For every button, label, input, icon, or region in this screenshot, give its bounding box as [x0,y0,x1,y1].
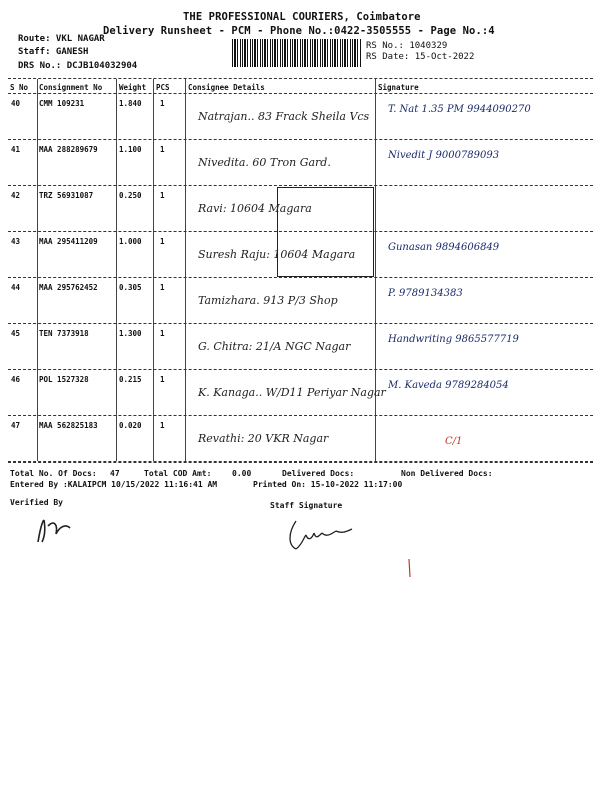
entered-by: Entered By :KALAIPCM 10/15/2022 11:16:41 AM [10,480,218,489]
row-sno: 47 [11,421,21,430]
total-docs-label: Total No. Of Docs: [10,469,97,478]
total-docs-value: 47 [110,469,120,478]
row-pcs: 1 [160,375,165,384]
row-sno: 43 [11,237,21,246]
row-weight: 1.840 [119,99,142,108]
row-signature: Nivedit J 9000789093 [388,150,500,161]
row-signature: P. 9789134383 [388,288,463,299]
row-consignee-details: K. Kanaga.. W/D11 Periyar Nagar [198,386,386,399]
row-consignment: MAA 288289679 [39,145,98,154]
non-delivered-label: Non Delivered Docs: [401,469,493,478]
col-sno: S No [10,83,29,92]
row-weight: 0.215 [119,375,142,384]
row-pcs: 1 [160,421,165,430]
col-weight: Weight [119,83,147,92]
row-weight: 0.305 [119,283,142,292]
verified-by-label: Verified By [10,498,63,507]
red-mark [404,557,414,581]
row-consignee-details: Nivedita. 60 Tron Gard. [198,156,331,169]
row-weight: 1.300 [119,329,142,338]
rs-date: RS Date: 15-Oct-2022 [366,52,475,62]
barcode [232,39,362,67]
row-consignee-details: Natrajan.. 83 Frack Sheila Vcs [198,110,370,123]
handwritten-box [277,187,374,277]
row-sno: 46 [11,375,21,384]
row-pcs: 1 [160,329,165,338]
staff-label: Staff: GANESH [18,47,89,57]
row-divider [8,415,593,416]
col-details: Consignee Details [188,83,265,92]
row-signature: Handwriting 9865577719 [388,334,519,345]
row-divider [8,139,593,140]
row-divider [8,369,593,370]
route-label: Route: VKL NAGAR [18,34,105,44]
row-weight: 1.100 [119,145,142,154]
col-pcs: PCS [156,83,170,92]
row-signature: C/1 [445,436,463,447]
row-consignment: TRZ 56931087 [39,191,94,200]
row-consignee-details: Tamizhara. 913 P/3 Shop [198,294,338,307]
row-weight: 0.020 [119,421,142,430]
row-pcs: 1 [160,145,165,154]
row-weight: 0.250 [119,191,142,200]
row-sno: 44 [11,283,21,292]
row-consignment: MAA 295411209 [39,237,98,246]
row-pcs: 1 [160,99,165,108]
company-title: THE PROFESSIONAL COURIERS, Coimbatore [183,11,421,23]
col-consignment: Consignment No [39,83,103,92]
row-sno: 40 [11,99,21,108]
verified-signature [30,512,80,552]
row-consignment: CMM 109231 [39,99,85,108]
row-consignment: MAA 295762452 [39,283,98,292]
row-signature: M. Kaveda 9789284054 [388,380,509,391]
delivered-label: Delivered Docs: [282,469,355,478]
row-consignee-details: Suresh Raju: 10604 Magara [198,248,356,261]
row-divider [8,185,593,186]
row-signature: T. Nat 1.35 PM 9944090270 [388,104,531,115]
row-divider [8,277,593,278]
row-divider [8,323,593,324]
col-signature: Signature [378,83,419,92]
row-consignment: TEN 7373918 [39,329,89,338]
row-weight: 1.000 [119,237,142,246]
row-consignee-details: Ravi: 10604 Magara [198,202,312,215]
printed-on: Printed On: 15-10-2022 11:17:00 [253,480,403,489]
row-consignment: POL 1527328 [39,375,89,384]
row-sno: 42 [11,191,21,200]
row-sno: 45 [11,329,21,338]
row-signature: Gunasan 9894606849 [388,242,500,253]
row-consignment: MAA 562825183 [39,421,98,430]
cod-value: 0.00 [232,469,252,478]
row-consignee-details: G. Chitra: 21/A NGC Nagar [198,340,351,353]
row-pcs: 1 [160,237,165,246]
staff-signature [282,515,362,555]
row-pcs: 1 [160,191,165,200]
row-consignee-details: Revathi: 20 VKR Nagar [198,432,329,445]
runsheet-title: Delivery Runsheet - PCM - Phone No.:0422-3505555 - Page No.:4 [103,25,495,37]
row-pcs: 1 [160,283,165,292]
cod-label: Total COD Amt: [144,469,212,478]
drs-number: DRS No.: DCJB104032904 [18,61,138,71]
row-sno: 41 [11,145,21,154]
staff-signature-label: Staff Signature [270,501,343,510]
rs-number: RS No.: 1040329 [366,41,448,51]
